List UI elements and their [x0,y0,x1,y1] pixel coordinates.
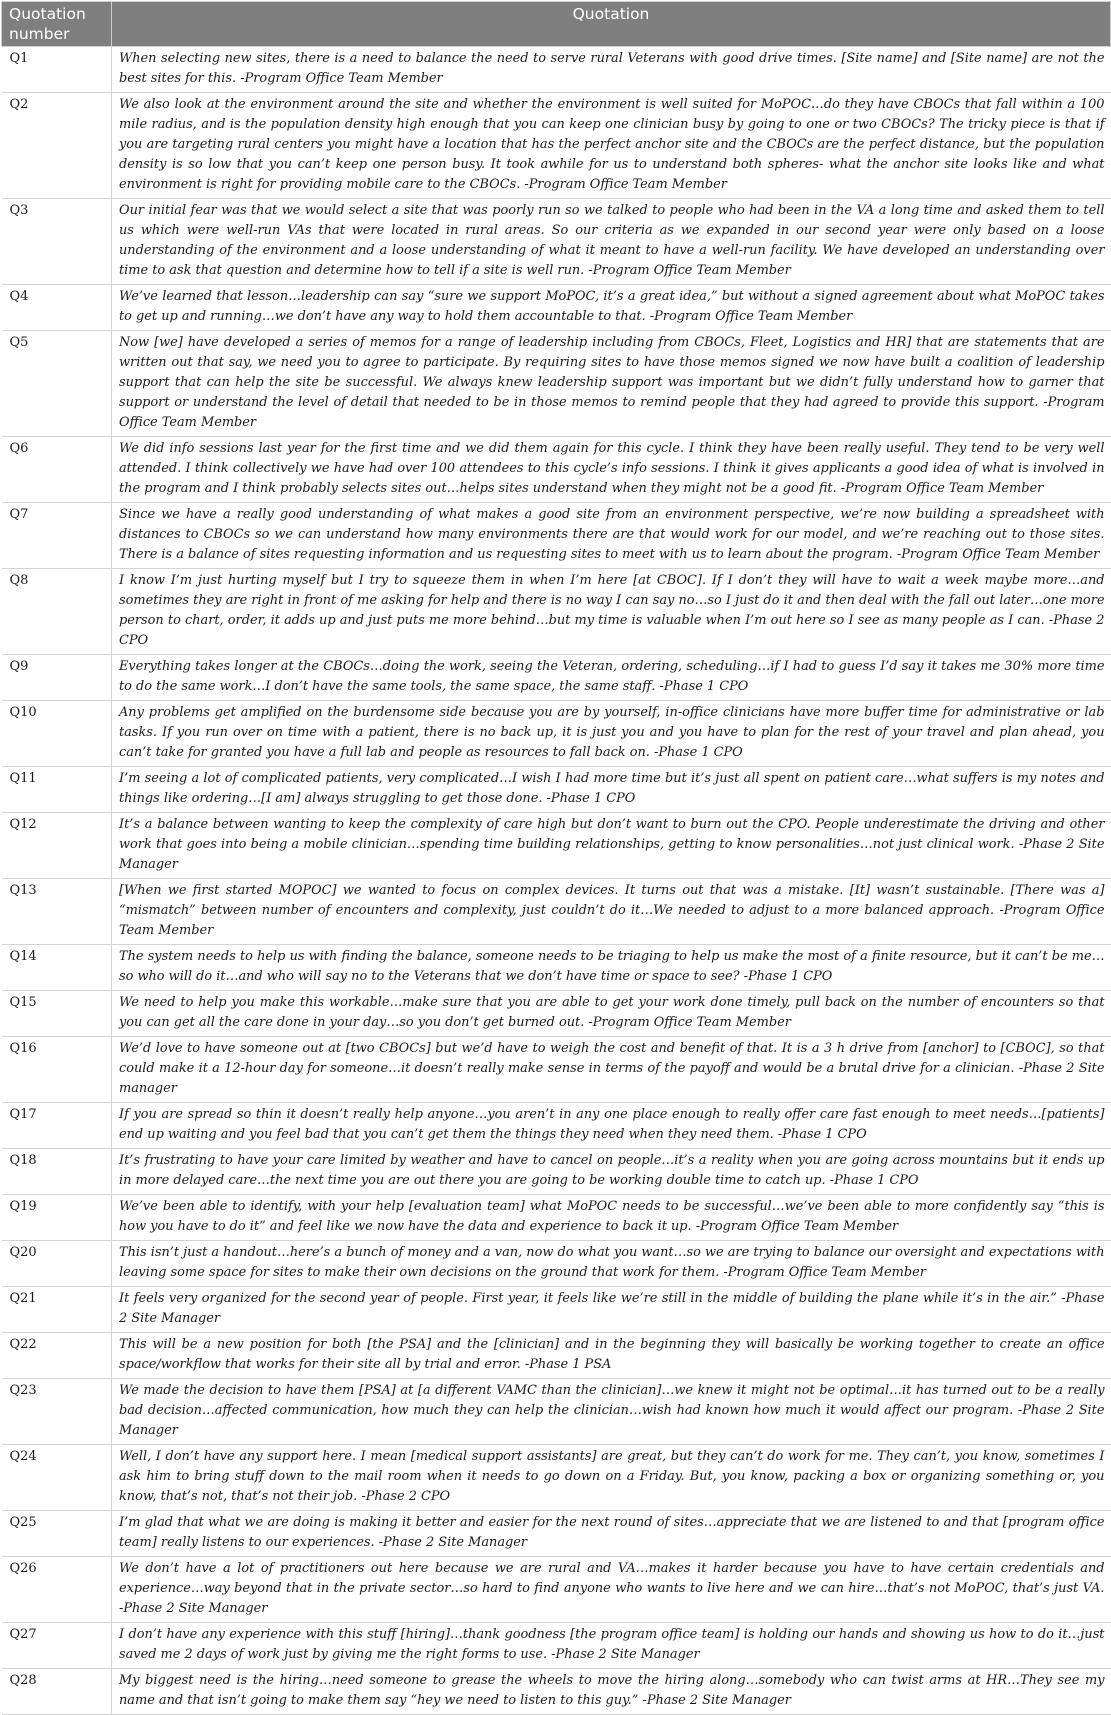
quotation-number-cell: Q4 [2,285,112,331]
table-row [2,1623,1111,1669]
header-row [2,2,1111,47]
quotation-text-cell: Since we have a really good understanding of what makes a good site from an environment perspective, we’re now building a spreadsheet with distances to CBOCs so we can understand how many environments there are that would work for our model, and we’re reaching out to those sites. There is a balance of sites requesting information and us requesting sites to meet with us to learn about the program. -Program Office Team Member [112,503,1111,569]
header-quotation-number: Quotation number [2,2,112,47]
quotation-number-cell: Q1 [2,47,112,93]
quotation-number-cell: Q12 [2,813,112,879]
table-body [2,47,1111,1715]
quotation-number-cell: Q17 [2,1103,112,1149]
quotation-number-cell: Q21 [2,1287,112,1333]
table-row [2,1287,1111,1333]
quotation-text-cell: If you are spread so thin it doesn’t really help anyone…you aren’t in any one place enough to really offer care fast enough to meet needs…[patients] end up waiting and you feel bad that you can’t get them the things they need when they need them. -Phase 1 CPO [112,1103,1111,1149]
quotation-text-cell: It’s a balance between wanting to keep the complexity of care high but don’t want to burn out the CPO. People underestimate the driving and other work that goes into being a mobile clinician…spending time building relationships, getting to know personalities…not just clinical work. -Phase 2 Site Manager [112,813,1111,879]
quotation-text-cell: We need to help you make this workable…make sure that you are able to get your work done timely, pull back on the number of encounters so that you can get all the care done in your day…so you don’t get burned out. -Program Office Team Member [112,991,1111,1037]
table-row [2,1511,1111,1557]
table-row [2,1241,1111,1287]
quotation-text-cell: We made the decision to have them [PSA] at [a different VAMC than the clinician]…we knew it might not be optimal…it has turned out to be a really bad decision…affected communication, how much they can help the clinician…wish had known how much it would affect our program. -Phase 2 Site Manager [112,1379,1111,1445]
table-row [2,47,1111,93]
quotation-text-cell: Everything takes longer at the CBOCs…doing the work, seeing the Veteran, ordering, scheduling…if I had to guess I’d say it takes me 30% more time to do the same work…I don’t have the same tools, the same space, the same staff. -Phase 1 CPO [112,655,1111,701]
quotation-text-cell: We’ve been able to identify, with your help [evaluation team] what MoPOC needs to be successful…we’ve been able to more confidently say “this is how you have to do it” and feel like we now have the data and experience to back it up. -Program Office Team Member [112,1195,1111,1241]
table-row [2,767,1111,813]
quotation-text-cell: It’s frustrating to have your care limited by weather and have to cancel on people…it’s a reality when you are going across mountains but it ends up in more delayed care…the next time you are out there you are going to be working double time to catch up. -Phase 1 CPO [112,1149,1111,1195]
quotation-number-cell: Q8 [2,569,112,655]
quotation-text-cell: Our initial fear was that we would select a site that was poorly run so we talked to people who had been in the VA a long time and asked them to tell us which were well-run VAs that were located in rural areas. So our criteria as we expanded in our second year were only based on a loose understanding of the environment and a loose understanding of what it meant to have a well-run facility. We have developed an understanding over time to ask that question and determine how to tell if a site is well run. -Program Office Team Member [112,199,1111,285]
table-row [2,285,1111,331]
quotation-number-cell: Q9 [2,655,112,701]
table-row [2,945,1111,991]
quotation-number-cell: Q26 [2,1557,112,1623]
quotation-text-cell: [When we first started MOPOC] we wanted to focus on complex devices. It turns out that was a mistake. [It] wasn’t sustainable. [There was a] “mismatch” between number of encounters and complexity, just couldn’t do it…We needed to adjust to a more balanced approach. -Program Office Team Member [112,879,1111,945]
table-row [2,813,1111,879]
quotation-number-cell: Q5 [2,331,112,437]
quotation-number-cell: Q19 [2,1195,112,1241]
quotation-number-cell: Q2 [2,93,112,199]
quotation-text-cell: Now [we] have developed a series of memos for a range of leadership including from CBOCs, Fleet, Logistics and HR] that are statements that are written out that say, we need you to agree to participate. By requiring sites to have those memos signed we now have built a coalition of leadership support that can help the site be successful. We always knew leadership support was important but we didn’t fully understand how to garner that support or understand the level of detail that needed to be in those memos to remind people that they had agreed to provide this support. -Program Office Team Member [112,331,1111,437]
quotation-text-cell: We’d love to have someone out at [two CBOCs] but we’d have to weigh the cost and benefit of that. It is a 3 h drive from [anchor] to [CBOC], so that could make it a 12-hour day for someone…it doesn’t really make sense in terms of the payoff and would be a brutal drive for a clinician. -Phase 2 Site manager [112,1037,1111,1103]
table-row [2,879,1111,945]
quotation-text-cell: Any problems get amplified on the burdensome side because you are by yourself, in-office clinicians have more buffer time for administrative or lab tasks. If you run over on time with a patient, there is no back up, it is just you and you have to plan for the rest of your travel and plan ahead, you can’t take for granted you have a full lab and people as resources to fall back on. -Phase 1 CPO [112,701,1111,767]
table-header [2,2,1111,47]
quotation-number-cell: Q6 [2,437,112,503]
quotation-text-cell: We don’t have a lot of practitioners out here because we are rural and VA…makes it harder because you have to have certain credentials and experience…way beyond that in the private sector…so hard to find anyone who wants to live here and we can hire…that’s not MoPOC, that’s just VA. -Phase 2 Site Manager [112,1557,1111,1623]
quotation-text-cell: My biggest need is the hiring…need someone to grease the wheels to move the hiring along…somebody who can twist arms at HR…They see my name and that isn’t going to make them say “hey we need to listen to this guy.” -Phase 2 Site Manager [112,1669,1111,1715]
quotation-text-cell: I know I’m just hurting myself but I try to squeeze them in when I’m here [at CBOC]. If I don’t they will have to wait a week maybe more…and sometimes they are right in front of me asking for help and there is no way I can say no…so I just do it and then deal with the fall out later…one more person to chart, order, it adds up and just puts me more behind…but my time is valuable when I’m out here so I see as many people as I can. -Phase 2 CPO [112,569,1111,655]
table-row [2,1103,1111,1149]
table-row [2,199,1111,285]
quotation-number-cell: Q16 [2,1037,112,1103]
quotation-number-cell: Q7 [2,503,112,569]
table-row [2,1669,1111,1715]
quotation-number-cell: Q11 [2,767,112,813]
table-row [2,1037,1111,1103]
quotation-text-cell: The system needs to help us with finding the balance, someone needs to be triaging to help us make the most of a finite resource, but it can’t be me…so who will do it…and who will say no to the Veterans that we don’t have time or space to see? -Phase 1 CPO [112,945,1111,991]
quotation-text-cell: I don’t have any experience with this stuff [hiring]…thank goodness [the program office team] is holding our hands and showing us how to do it…just saved me 2 days of work just by giving me the right forms to use. -Phase 2 Site Manager [112,1623,1111,1669]
table-row [2,1333,1111,1379]
table-row [2,437,1111,503]
quotation-text-cell: We’ve learned that lesson…leadership can say “sure we support MoPOC, it’s a great idea,” but without a signed agreement about what MoPOC takes to get up and running…we don’t have any way to hold them accountable to that. -Program Office Team Member [112,285,1111,331]
quotation-text-cell: I’m glad that what we are doing is making it better and easier for the next round of sites…appreciate that we are listened to and that [program office team] really listens to our experiences. -Phase 2 Site Manager [112,1511,1111,1557]
quotation-number-cell: Q18 [2,1149,112,1195]
table-row [2,503,1111,569]
table-row [2,569,1111,655]
table-row [2,331,1111,437]
quotation-text-cell: Well, I don’t have any support here. I mean [medical support assistants] are great, but they can’t do work for me. They can’t, you know, sometimes I ask him to bring stuff down to the mail room when it needs to go down on a Friday. But, you know, packing a box or organizing something or, you know, that’s not, that’s not their job. -Phase 2 CPO [112,1445,1111,1511]
quotation-number-cell: Q27 [2,1623,112,1669]
quotation-number-cell: Q10 [2,701,112,767]
table-row [2,1149,1111,1195]
quotation-number-cell: Q14 [2,945,112,991]
quotation-table [1,1,1111,1715]
quotation-text-cell: It feels very organized for the second year of people. First year, it feels like we’re still in the middle of building the plane while it’s in the air.” -Phase 2 Site Manager [112,1287,1111,1333]
quotation-text-cell: I’m seeing a lot of complicated patients, very complicated…I wish I had more time but it’s just all spent on patient care…what suffers is my notes and things like ordering…[I am] always struggling to get those done. -Phase 1 CPO [112,767,1111,813]
quotation-number-cell: Q28 [2,1669,112,1715]
table-row [2,1379,1111,1445]
quotation-number-cell: Q23 [2,1379,112,1445]
quotation-number-cell: Q3 [2,199,112,285]
quotation-number-cell: Q25 [2,1511,112,1557]
quotation-number-cell: Q13 [2,879,112,945]
table-row [2,701,1111,767]
table-row [2,1195,1111,1241]
header-quotation: Quotation [112,2,1111,47]
table-row [2,655,1111,701]
table-row [2,1445,1111,1511]
quotation-text-cell: We also look at the environment around the site and whether the environment is well suited for MoPOC…do they have CBOCs that fall within a 100 mile radius, and is the population density high enough that you can keep one clinician busy by going to one or two CBOCs? The tricky piece is that if you are targeting rural centers you might have a location that has the perfect anchor site and the CBOCs are the perfect distance, but the population density is so low that you can’t keep one person busy. It took awhile for us to understand both spheres- what the anchor site looks like and what environment is right for providing mobile care to the CBOCs. -Program Office Team Member [112,93,1111,199]
quotation-text-cell: We did info sessions last year for the first time and we did them again for this cycle. I think they have been really useful. They tend to be very well attended. I think collectively we have had over 100 attendees to this cycle’s info sessions. I think it gives applicants a good idea of what is involved in the program and I think probably selects sites out…helps sites understand when they might not be a good fit. -Program Office Team Member [112,437,1111,503]
quotation-text-cell: When selecting new sites, there is a need to balance the need to serve rural Veterans with good drive times. [Site name] and [Site name] are not the best sites for this. -Program Office Team Member [112,47,1111,93]
quotation-number-cell: Q24 [2,1445,112,1511]
table-row [2,93,1111,199]
quotation-text-cell: This isn’t just a handout…here’s a bunch of money and a van, now do what you want…so we are trying to balance our oversight and expectations with leaving some space for sites to make their own decisions on the ground that work for them. -Program Office Team Member [112,1241,1111,1287]
quotation-number-cell: Q20 [2,1241,112,1287]
quotation-number-cell: Q22 [2,1333,112,1379]
table-row [2,991,1111,1037]
quotation-text-cell: This will be a new position for both [the PSA] and the [clinician] and in the beginning they will basically be working together to create an office space/workflow that works for their site all by trial and error. -Phase 1 PSA [112,1333,1111,1379]
quotation-number-cell: Q15 [2,991,112,1037]
